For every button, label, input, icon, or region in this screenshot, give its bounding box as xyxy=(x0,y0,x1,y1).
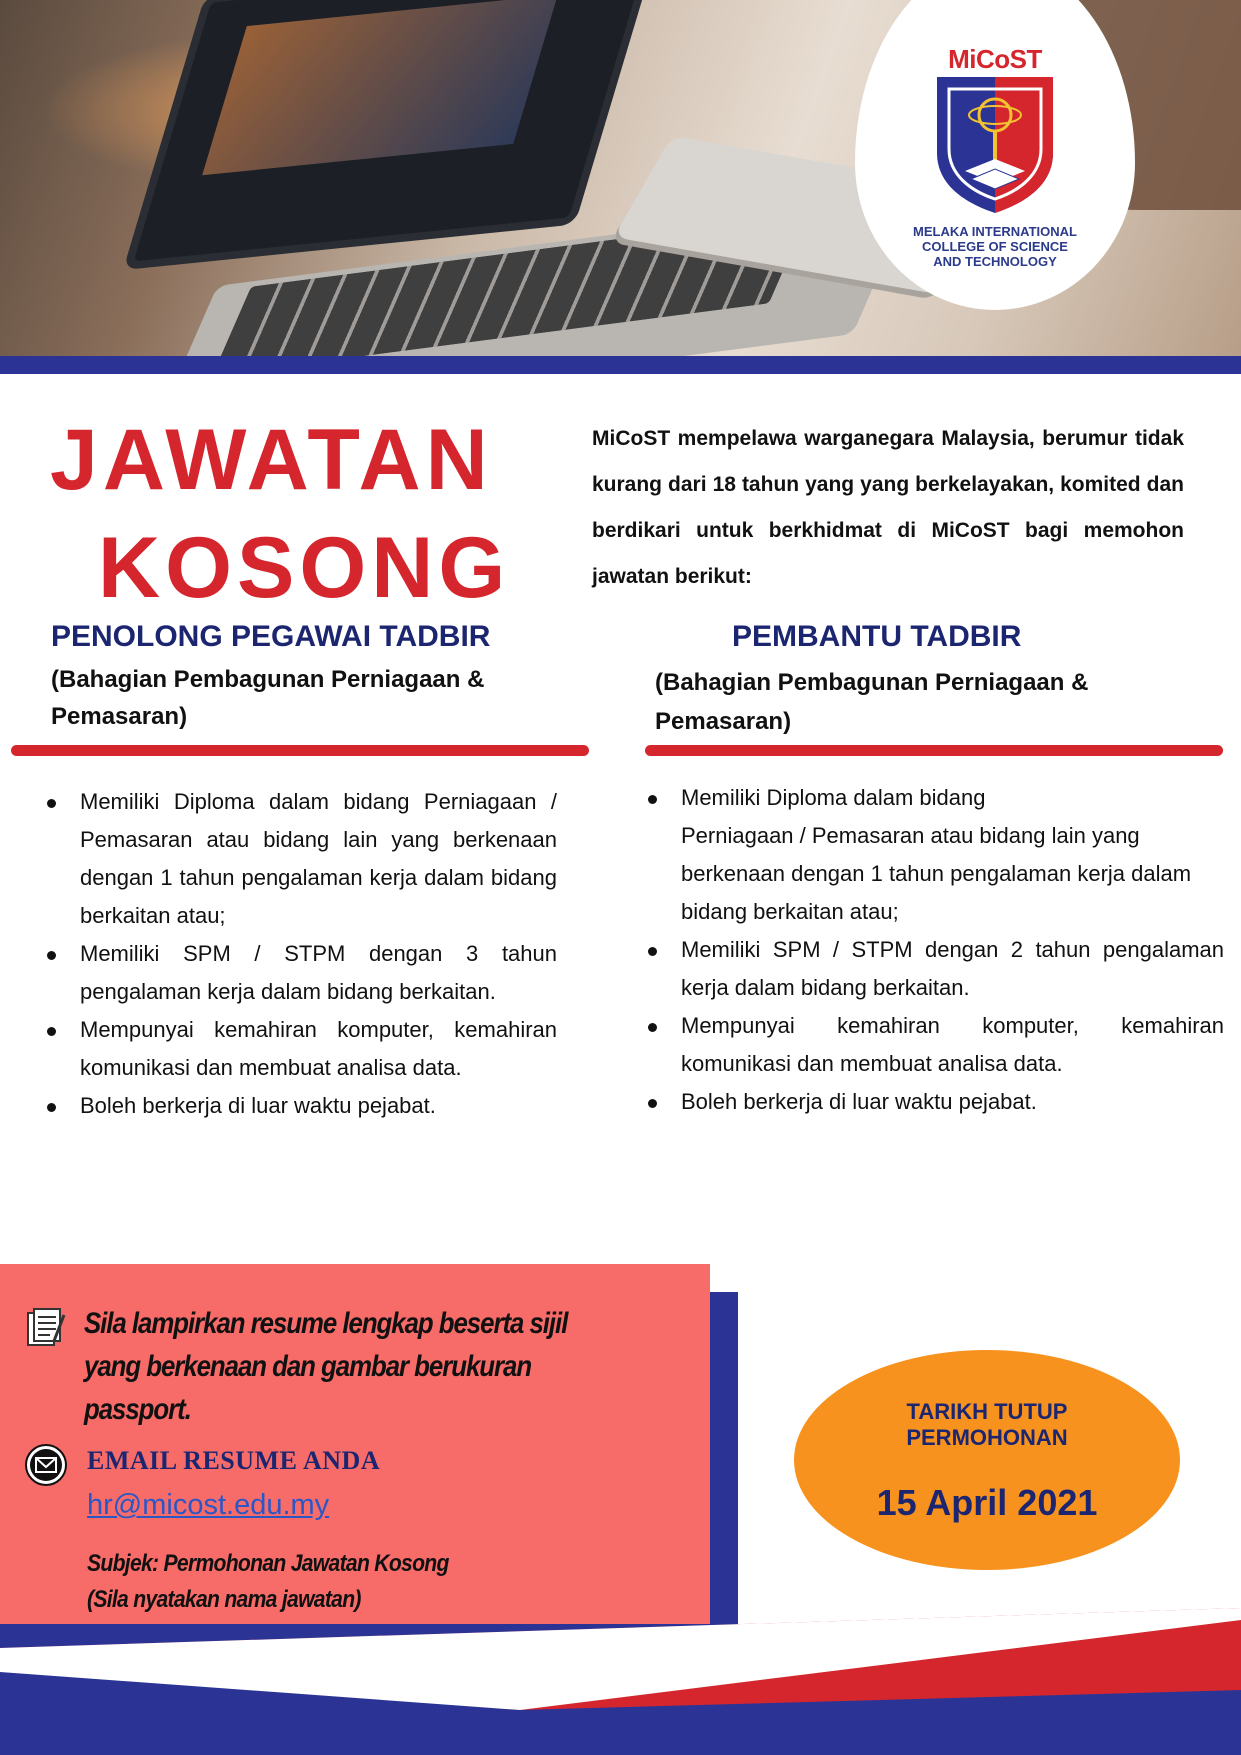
headline-line-1: JAWATAN xyxy=(50,412,493,508)
position-title: PENOLONG PEGAWAI TADBIR xyxy=(51,620,491,653)
email-subject-line: Subjek: Permohonan Jawatan Kosong xyxy=(87,1550,449,1577)
deadline-label-line: PERMOHONAN xyxy=(906,1425,1068,1450)
list-item: Memiliki SPM / STPM dengan 3 tahun pengalaman kerja dalam bidang berkaitan. xyxy=(80,935,557,1011)
college-name-line: COLLEGE OF SCIENCE xyxy=(922,239,1068,254)
email-subject xyxy=(87,1546,449,1618)
intro-paragraph: MiCoST mempelawa warganegara Malaysia, berumur tidak kurang dari 18 tahun yang yang berkelayakan, komited dan berdikari untuk berkhidmat di MiCoST bagi memohon jawatan berikut: xyxy=(592,427,1184,588)
headline-line-2: KOSONG xyxy=(98,520,511,616)
list-item-text: Perniagaan / Pemasaran atau bidang lain yang berkenaan dengan 1 tahun pengalaman kerja dalam bidang berkaitan atau; xyxy=(681,823,1192,924)
attachment-note: Sila lampirkan resume lengkap beserta sijil yang berkenaan dan gambar berukuran passport. xyxy=(84,1307,568,1426)
mail-icon xyxy=(24,1443,68,1487)
list-item: Memiliki Diploma dalam bidang Perniagaan / Pemasaran atau bidang lain yang berkenaan dengan 1 tahun pengalaman kerja dalam bidang berkaitan atau; xyxy=(80,783,557,935)
section-divider xyxy=(11,745,589,756)
list-item: Boleh berkerja di luar waktu pejabat. xyxy=(681,1083,1224,1121)
position-title: PEMBANTU TADBIR xyxy=(732,620,1022,653)
email-subject-line: (Sila nyatakan nama jawatan) xyxy=(87,1586,361,1613)
deadline-badge xyxy=(794,1350,1180,1570)
position-department: (Bahagian Pembagunan Perniagaan & Pemasaran) xyxy=(51,666,485,730)
college-name-line: MELAKA INTERNATIONAL xyxy=(913,224,1077,239)
list-item: Mempunyai kemahiran komputer, kemahiran komunikasi dan membuat analisa data. xyxy=(681,1007,1224,1083)
bottom-wave xyxy=(0,1600,1241,1755)
document-icon xyxy=(24,1307,68,1351)
deadline-date: 15 April 2021 xyxy=(876,1482,1098,1523)
list-item: Mempunyai kemahiran komputer, kemahiran komunikasi dan membuat analisa data. xyxy=(80,1011,557,1087)
deadline-label xyxy=(794,1399,1180,1451)
college-name-line: AND TECHNOLOGY xyxy=(933,254,1057,269)
college-crest-icon xyxy=(935,75,1055,215)
email-link[interactable]: hr@micost.edu.my xyxy=(87,1489,330,1521)
list-item: Boleh berkerja di luar waktu pejabat. xyxy=(80,1087,557,1125)
requirements-list xyxy=(80,783,557,1125)
deadline-label-line: TARIKH TUTUP xyxy=(906,1399,1068,1424)
hero-divider-bar xyxy=(0,356,1241,374)
list-item xyxy=(681,779,1224,931)
email-label: EMAIL RESUME ANDA xyxy=(87,1446,381,1475)
college-name xyxy=(880,224,1110,269)
position-department: (Bahagian Pembagunan Perniagaan & Pemasaran) xyxy=(655,669,1089,735)
section-divider xyxy=(645,745,1223,756)
requirements-list xyxy=(681,779,1224,1121)
logo-wordmark: MiCoST xyxy=(948,44,1042,74)
list-item: Memiliki SPM / STPM dengan 2 tahun pengalaman kerja dalam bidang berkaitan. xyxy=(681,931,1224,1007)
list-item-text: Memiliki Diploma dalam bidang xyxy=(681,785,986,810)
